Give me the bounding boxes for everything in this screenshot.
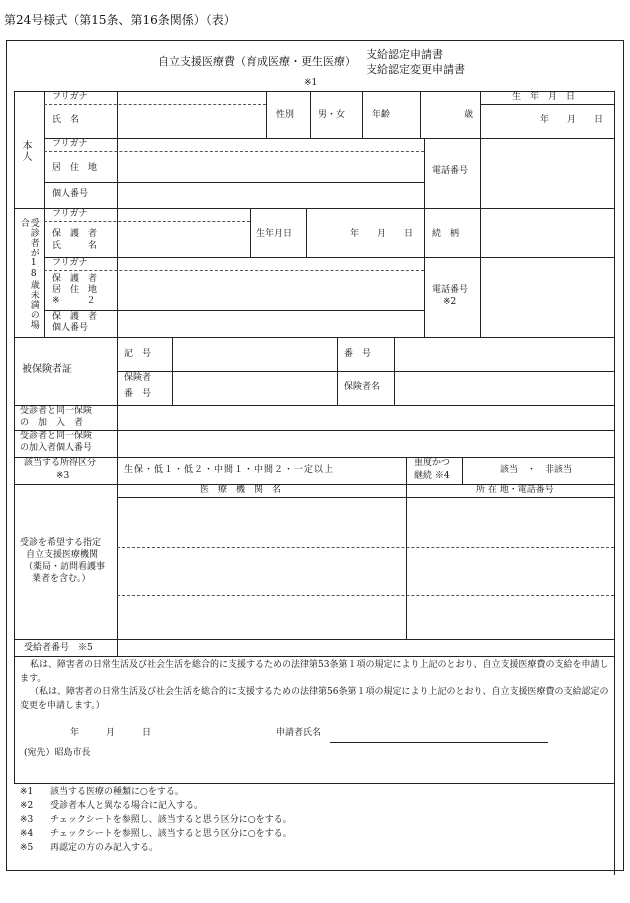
minor-furigana-label: フリガナ (52, 209, 88, 219)
same-insured-number-label-2: の加入者個人番号 (20, 443, 93, 453)
title-note-mark: ※1 (304, 78, 318, 88)
guardian-name-label-1: 保 護 者 (52, 229, 98, 239)
note-text: チェックシートを参照し、該当すると思う区分に○をする。 (50, 815, 292, 825)
bango-label: 番 号 (344, 349, 372, 359)
same-insured-number-label-1: 受診者と同一保険 (20, 431, 93, 441)
note-text: チェックシートを参照し、該当すると思う区分に○をする。 (50, 829, 292, 839)
minor-section-label: 受診者が18歳未満の場合 (18, 218, 39, 330)
note-mark: ※5 (20, 843, 34, 853)
applicant-name-line[interactable] (330, 742, 548, 743)
guardian-address-furigana-label: フリガナ (52, 258, 88, 268)
honin-furigana-label: フリガナ (52, 92, 88, 102)
institution-name-header: 医 療 機 関 名 (200, 485, 282, 495)
sex-options[interactable]: 男・女 (318, 110, 346, 120)
insurer-name-label: 保険者名 (344, 382, 381, 392)
age-label: 年齢 (372, 110, 391, 120)
guardian-number-label-2: 個人番号 (52, 323, 89, 333)
addressee: (宛先）昭島市長 (24, 748, 91, 758)
guardian-address-label-3: ※ ２ (52, 296, 96, 306)
note-mark: ※3 (20, 815, 34, 825)
institution-label-1: 受診を希望する指定 (20, 538, 102, 548)
recipient-number-label: 受給者番号 ※5 (24, 643, 93, 653)
honin-name-label: 氏 名 (52, 115, 80, 125)
honin-address-furigana-label: フリガナ (52, 139, 88, 149)
insurer-number-label-2: 番 号 (124, 389, 152, 399)
same-insured-label-2: の 加 入 者 (20, 418, 84, 428)
same-insured-label-1: 受診者と同一保険 (20, 406, 93, 416)
age-unit: 歳 (464, 110, 474, 120)
note-mark: ※1 (20, 787, 34, 797)
applicant-name-label: 申請者氏名 (276, 728, 322, 738)
title-option-new: 支給認定申請書 (366, 48, 443, 61)
income-class-note: ※3 (56, 471, 70, 481)
severe-continuous-options[interactable]: 該当 ・ 非該当 (500, 465, 573, 475)
guardian-name-label-2: 氏 名 (52, 241, 98, 251)
minor-birthdate-input[interactable]: 年 月 日 (350, 229, 414, 239)
application-date-input[interactable]: 年 月 日 (70, 728, 152, 738)
guardian-number-label-1: 保 護 者 (52, 312, 98, 322)
income-class-options[interactable]: 生保・低１・低２・中間１・中間２・一定以上 (124, 465, 335, 475)
income-class-label: 該当する所得区分 (24, 458, 97, 468)
declaration-paragraph-1: 私は、障害者の日常生活及び社会生活を総合的に支援するための法律第53条第１項の規定により上記のとおり、自立支援医療費の支給を申請します。 (20, 660, 609, 684)
note-mark: ※2 (20, 801, 34, 811)
honin-phone-label: 電話番号 (432, 166, 469, 176)
severe-continuous-label-2: 継続 ※4 (414, 471, 450, 481)
honin-my-number-label: 個人番号 (52, 189, 89, 199)
minor-birth-label: 生年月日 (256, 229, 293, 239)
insurance-card-label: 被保険者証 (22, 364, 72, 375)
institution-label-3: （薬局・訪問看護事 (24, 562, 106, 572)
kigo-label: 記 号 (124, 349, 152, 359)
note-text: 再認定の方のみ記入する。 (50, 843, 159, 853)
note-mark: ※4 (20, 829, 34, 839)
birthdate-header: 生 年 月 日 (512, 92, 576, 102)
institution-label-2: 自立支援医療機関 (26, 550, 99, 560)
declaration-paragraph-2: （私は、障害者の日常生活及び社会生活を総合的に支援するための法律第56条第１項の規定により上記のとおり、自立支援医療費の支給認定の変更を申請します。） (20, 687, 609, 711)
honin-address-label: 居 住 地 (52, 163, 98, 173)
insurer-number-label-1: 保険者 (124, 373, 152, 383)
note-text: 該当する医療の種類に○をする。 (50, 787, 184, 797)
institution-address-header: 所 在 地・電話番号 (476, 485, 554, 495)
form-title: 自立支援医療費（育成医療・更生医療） (158, 55, 356, 68)
honin-birthdate-input[interactable]: 年 月 日 (540, 115, 604, 125)
guardian-address-label-2: 居 住 地 (52, 285, 98, 295)
relation-label: 続 柄 (432, 229, 460, 239)
title-option-change: 支給認定変更申請書 (366, 63, 465, 76)
honin-section-label: 本人 (20, 140, 31, 162)
guardian-phone-label: 電話番号 (432, 285, 469, 295)
guardian-address-label-1: 保 護 者 (52, 274, 98, 284)
sex-label: 性別 (276, 110, 295, 120)
institution-label-4: 業者を含む。） (32, 574, 91, 584)
guardian-phone-note: ※2 (443, 297, 457, 307)
severe-continuous-label-1: 重度かつ (414, 458, 451, 468)
note-text: 受診者本人と異なる場合に記入する。 (50, 801, 204, 811)
form-number: 第24号様式（第15条、第16条関係）（表） (4, 13, 236, 27)
